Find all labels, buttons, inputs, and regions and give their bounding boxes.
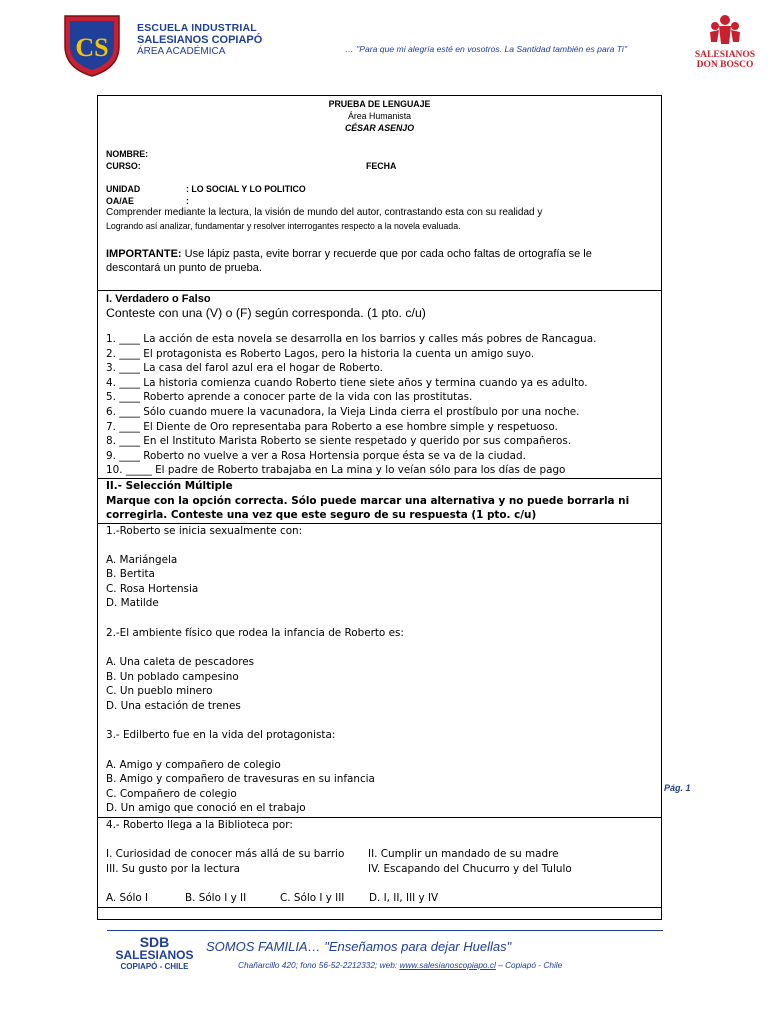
q1-option: B. Bertita <box>106 568 155 581</box>
q4-option: B. Sólo I y II <box>185 891 247 904</box>
don-bosco-logo <box>690 12 760 72</box>
db-line-2: DON BOSCO <box>696 60 754 70</box>
q1-option: D. Matilde <box>106 597 159 610</box>
q2-option: C. Un pueblo minero <box>106 685 213 698</box>
q3-option: A. Amigo y compañero de colegio <box>106 758 281 771</box>
tf-item: 5. ____ Roberto aprende a conocer parte de la vida con las prostitutas. <box>106 391 473 404</box>
website-link[interactable]: www.salesianoscopiapo.cl <box>399 960 496 970</box>
tf-item: 9. ____ Roberto no vuelve a ver a Rosa Hortensia porque ésta se va de la ciudad. <box>106 449 526 462</box>
section2-instruction-1: Marque con la opción correcta. Sólo puede marcar una alternativa y no puede borrarla ni <box>106 494 630 507</box>
q3-question: 3.- Edilberto fue en la vida del protagonista: <box>106 729 336 741</box>
tf-item: 3. ____ La casa del farol azul era el hogar de Roberto. <box>106 362 383 375</box>
footer-logo <box>107 935 202 975</box>
objective-line-1: Comprender mediante la lectura, la visión de mundo del autor, contrastando esta con su realidad y <box>106 207 543 218</box>
section2-instruction-2: corregirla. Conteste una vez que este seguro de su respuesta (1 pto. c/u) <box>106 509 537 522</box>
address-city: – Copiapó - Chile <box>495 960 563 970</box>
q2-option: B. Un poblado campesino <box>106 670 239 683</box>
footer-logo-sdb: SDB <box>139 934 170 950</box>
footer-logo-salesianos: SALESIANOS <box>115 948 194 962</box>
q4-option: C. Sólo I y III <box>280 891 345 904</box>
school-shield-logo <box>62 12 122 78</box>
footer-address <box>238 960 562 970</box>
q4-question: 4.- Roberto llega a la Biblioteca por: <box>106 819 293 831</box>
school-line-2: SALESIANOS COPIAPÓ <box>137 34 263 46</box>
fecha-label: FECHA <box>366 161 397 171</box>
tf-item: 10. _____ El padre de Roberto trabajaba en La mina y lo veían sólo para los días de pago <box>106 464 566 477</box>
important-line-2: descontará un punto de prueba. <box>106 262 262 274</box>
important-text-1: Use lápiz pasta, evite borrar y recuerde que por cada ocho faltas de ortografía se le <box>184 248 592 260</box>
school-line-3: ÁREA ACADÉMICA <box>137 46 226 57</box>
q2-option: D. Una estación de trenes <box>106 699 241 712</box>
tf-item: 6. ____ Sólo cuando muere la vacunadora, la Vieja Linda cierra el prostíbulo por una noche. <box>106 406 580 418</box>
tf-item: 1. ____ La acción de esta novela se desarrolla en los barrios y calles más pobres de Rancagua. <box>106 333 597 345</box>
q3-option: D. Un amigo que conoció en el trabajo <box>106 802 306 815</box>
tf-item: 4. ____ La historia comienza cuando Roberto tiene siete años y termina cuando ya es adulto. <box>106 376 588 389</box>
divider <box>98 290 661 291</box>
db-line-1: SALESIANOS <box>694 50 756 60</box>
test-title: PRUEBA DE LENGUAJE <box>328 99 431 109</box>
test-author: CÉSAR ASENJO <box>344 123 415 133</box>
footer-slogan: SOMOS FAMILIA… "Enseñamos para dejar Huellas" <box>206 939 512 954</box>
address-text: Chañarcillo 420; fono 56-52-2212332; web: <box>238 960 400 970</box>
tf-item: 8. ____ En el Instituto Marista Roberto se siente respetado y querido por sus compañeros. <box>106 435 572 448</box>
important-label: IMPORTANTE: <box>106 248 182 260</box>
section2-heading: II.- Selección Múltiple <box>106 480 233 492</box>
q4-option: A. Sólo I <box>106 891 149 904</box>
q2-question: 2.-El ambiente físico que rodea la infancia de Roberto es: <box>106 626 404 639</box>
curso-label: CURSO: <box>106 161 141 171</box>
section1-heading: I. Verdadero o Falso <box>106 293 211 305</box>
q4-option: D. I, II, III y IV <box>369 891 439 904</box>
q1-option: A. Mariángela <box>106 553 178 566</box>
test-area: Área Humanista <box>347 111 412 121</box>
q3-option: B. Amigo y compañero de travesuras en su infancia <box>106 773 375 786</box>
unidad-value: : LO SOCIAL Y LO POLITICO <box>186 184 306 194</box>
section1-instruction: Conteste con una (V) o (F) según corresponda. (1 pto. c/u) <box>106 306 426 320</box>
q4-statement: III. Su gusto por la lectura <box>106 862 240 875</box>
svg-text:CS: CS <box>75 33 109 62</box>
unidad-label: UNIDAD <box>106 184 141 194</box>
q4-statement: IV. Escapando del Chucurro y del Tululo <box>368 862 572 875</box>
q2-option: A. Una caleta de pescadores <box>106 656 255 668</box>
nombre-label: NOMBRE: <box>106 149 149 159</box>
motto: … ''Para que mi alegría esté en vosotros. La Santidad también es para Ti'' <box>345 44 628 54</box>
page-number: Pág. 1 <box>664 783 691 793</box>
school-line-1: ESCUELA INDUSTRIAL <box>137 22 257 34</box>
school-name-block <box>137 22 262 58</box>
q4-statement: II. Cumplir un mandado de su madre <box>368 848 559 860</box>
oa-label: OA/AE <box>106 196 134 206</box>
objective-line-2: Logrando así analizar, fundamentar y resolver interrogantes respecto a la novela evaluada. <box>106 221 461 231</box>
oa-value: : <box>186 196 189 206</box>
q1-question: 1.-Roberto se inicia sexualmente con: <box>106 525 303 537</box>
footer-logo-city: COPIAPÓ - CHILE <box>120 962 189 971</box>
q1-option: C. Rosa Hortensia <box>106 582 199 595</box>
q3-option: C. Compañero de colegio <box>106 787 237 800</box>
tf-item: 2. ____ El protagonista es Roberto Lagos, pero la historia la cuenta un amigo suyo. <box>106 347 535 360</box>
q4-statement: I. Curiosidad de conocer más allá de su barrio <box>106 848 345 860</box>
footer-divider <box>107 930 663 931</box>
important-line-1 <box>106 247 592 261</box>
divider <box>98 907 661 908</box>
test-table <box>97 95 662 920</box>
tf-item: 7. ____ El Diente de Oro representaba para Roberto a ese hombre simple y respetuoso. <box>106 420 558 433</box>
don-bosco-emblem-icon <box>705 12 745 46</box>
